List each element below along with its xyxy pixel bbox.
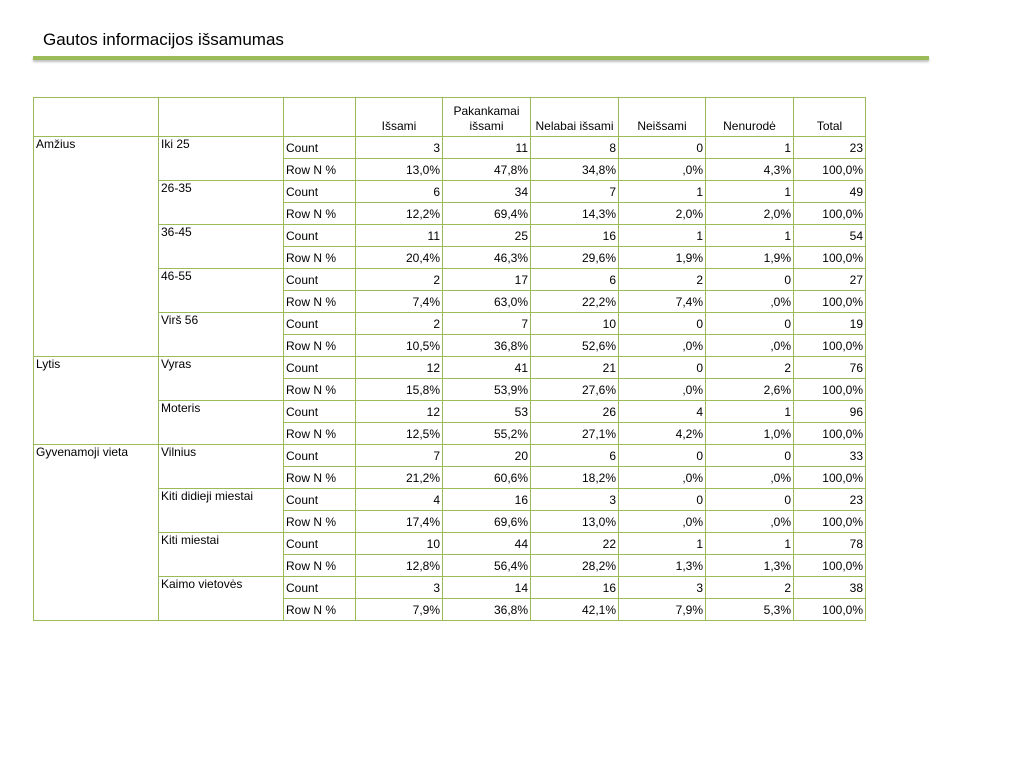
count-cell: 1 [706, 533, 794, 555]
title-underline [33, 56, 929, 60]
count-cell: 11 [356, 225, 443, 247]
row-percent-cell: 100,0% [794, 247, 866, 269]
row-percent-cell: 60,6% [443, 467, 531, 489]
statistic-label: Count [284, 357, 356, 379]
count-cell: 2 [706, 357, 794, 379]
category-label: Vyras [159, 357, 284, 401]
row-percent-cell: 52,6% [531, 335, 619, 357]
count-cell: 0 [706, 313, 794, 335]
count-cell: 19 [794, 313, 866, 335]
count-cell: 8 [531, 137, 619, 159]
statistic-label: Row N % [284, 467, 356, 489]
row-percent-cell: 1,0% [706, 423, 794, 445]
row-percent-cell: 53,9% [443, 379, 531, 401]
column-header: Nenurodė [706, 98, 794, 137]
category-label: Kaimo vietovės [159, 577, 284, 621]
count-cell: 6 [531, 269, 619, 291]
count-cell: 6 [531, 445, 619, 467]
row-percent-cell: 1,9% [619, 247, 706, 269]
count-cell: 0 [706, 489, 794, 511]
row-percent-cell: 7,4% [619, 291, 706, 313]
statistic-label: Row N % [284, 291, 356, 313]
count-cell: 17 [443, 269, 531, 291]
table-row [34, 357, 866, 379]
statistic-label: Row N % [284, 335, 356, 357]
count-cell: 54 [794, 225, 866, 247]
category-label: Moteris [159, 401, 284, 445]
count-cell: 38 [794, 577, 866, 599]
count-cell: 78 [794, 533, 866, 555]
row-percent-cell: 10,5% [356, 335, 443, 357]
row-percent-cell: 100,0% [794, 203, 866, 225]
row-percent-cell: 12,2% [356, 203, 443, 225]
column-header: Neišsami [619, 98, 706, 137]
row-percent-cell: 15,8% [356, 379, 443, 401]
count-cell: 1 [706, 401, 794, 423]
row-percent-cell: 69,4% [443, 203, 531, 225]
count-cell: 23 [794, 137, 866, 159]
count-cell: 1 [619, 181, 706, 203]
count-cell: 16 [531, 577, 619, 599]
column-header: Išsami [356, 98, 443, 137]
statistic-label: Row N % [284, 511, 356, 533]
statistic-label: Row N % [284, 203, 356, 225]
statistic-label: Count [284, 313, 356, 335]
row-percent-cell: 1,9% [706, 247, 794, 269]
column-header: Total [794, 98, 866, 137]
row-percent-cell: ,0% [706, 511, 794, 533]
count-cell: 0 [619, 489, 706, 511]
row-percent-cell: ,0% [706, 467, 794, 489]
page-title: Gautos informacijos išsamumas [43, 30, 284, 49]
row-percent-cell: 100,0% [794, 379, 866, 401]
row-percent-cell: 4,2% [619, 423, 706, 445]
statistic-label: Row N % [284, 159, 356, 181]
header-row [34, 98, 866, 137]
count-cell: 44 [443, 533, 531, 555]
row-percent-cell: 69,6% [443, 511, 531, 533]
count-cell: 22 [531, 533, 619, 555]
count-cell: 76 [794, 357, 866, 379]
statistic-label: Count [284, 401, 356, 423]
crosstab-table [33, 97, 866, 621]
count-cell: 27 [794, 269, 866, 291]
row-percent-cell: 13,0% [356, 159, 443, 181]
table-row [34, 445, 866, 467]
category-label: 26-35 [159, 181, 284, 225]
row-percent-cell: 100,0% [794, 159, 866, 181]
count-cell: 10 [356, 533, 443, 555]
table-row [34, 533, 866, 555]
row-percent-cell: 55,2% [443, 423, 531, 445]
row-percent-cell: 63,0% [443, 291, 531, 313]
count-cell: 14 [443, 577, 531, 599]
row-percent-cell: ,0% [619, 511, 706, 533]
table-row [34, 577, 866, 599]
table-row [34, 137, 866, 159]
row-percent-cell: ,0% [706, 291, 794, 313]
row-percent-cell: 100,0% [794, 555, 866, 577]
statistic-label: Row N % [284, 599, 356, 621]
count-cell: 23 [794, 489, 866, 511]
group-label: Gyvenamoji vieta [34, 445, 159, 621]
row-percent-cell: 34,8% [531, 159, 619, 181]
count-cell: 96 [794, 401, 866, 423]
row-percent-cell: 1,3% [619, 555, 706, 577]
table-row [34, 225, 866, 247]
row-percent-cell: 100,0% [794, 467, 866, 489]
header-empty-cell [159, 98, 284, 137]
row-percent-cell: 12,8% [356, 555, 443, 577]
row-percent-cell: 36,8% [443, 335, 531, 357]
count-cell: 2 [619, 269, 706, 291]
count-cell: 0 [619, 137, 706, 159]
count-cell: 1 [619, 533, 706, 555]
row-percent-cell: 100,0% [794, 511, 866, 533]
row-percent-cell: ,0% [619, 335, 706, 357]
statistic-label: Count [284, 445, 356, 467]
count-cell: 41 [443, 357, 531, 379]
category-label: Kiti miestai [159, 533, 284, 577]
count-cell: 49 [794, 181, 866, 203]
column-header: Nelabai išsami [531, 98, 619, 137]
group-label: Amžius [34, 137, 159, 357]
count-cell: 6 [356, 181, 443, 203]
row-percent-cell: 1,3% [706, 555, 794, 577]
count-cell: 11 [443, 137, 531, 159]
statistic-label: Count [284, 533, 356, 555]
count-cell: 25 [443, 225, 531, 247]
count-cell: 1 [706, 181, 794, 203]
row-percent-cell: 2,0% [706, 203, 794, 225]
row-percent-cell: ,0% [619, 467, 706, 489]
row-percent-cell: 36,8% [443, 599, 531, 621]
table-row [34, 489, 866, 511]
count-cell: 4 [619, 401, 706, 423]
row-percent-cell: 100,0% [794, 599, 866, 621]
row-percent-cell: ,0% [619, 159, 706, 181]
statistic-label: Count [284, 137, 356, 159]
row-percent-cell: 28,2% [531, 555, 619, 577]
count-cell: 10 [531, 313, 619, 335]
column-header: Pakankamai išsami [443, 98, 531, 137]
row-percent-cell: 100,0% [794, 291, 866, 313]
count-cell: 33 [794, 445, 866, 467]
row-percent-cell: ,0% [706, 335, 794, 357]
row-percent-cell: 100,0% [794, 335, 866, 357]
count-cell: 0 [706, 269, 794, 291]
row-percent-cell: 5,3% [706, 599, 794, 621]
statistic-label: Row N % [284, 555, 356, 577]
count-cell: 1 [706, 137, 794, 159]
row-percent-cell: 21,2% [356, 467, 443, 489]
count-cell: 1 [619, 225, 706, 247]
count-cell: 21 [531, 357, 619, 379]
row-percent-cell: 100,0% [794, 423, 866, 445]
count-cell: 2 [356, 313, 443, 335]
statistic-label: Count [284, 489, 356, 511]
count-cell: 2 [706, 577, 794, 599]
header-empty-cell [34, 98, 159, 137]
count-cell: 20 [443, 445, 531, 467]
category-label: 36-45 [159, 225, 284, 269]
statistic-label: Count [284, 181, 356, 203]
table-row [34, 181, 866, 203]
count-cell: 0 [619, 313, 706, 335]
table-row [34, 269, 866, 291]
count-cell: 3 [619, 577, 706, 599]
statistic-label: Count [284, 269, 356, 291]
row-percent-cell: 2,6% [706, 379, 794, 401]
row-percent-cell: 56,4% [443, 555, 531, 577]
row-percent-cell: 4,3% [706, 159, 794, 181]
row-percent-cell: 29,6% [531, 247, 619, 269]
count-cell: 34 [443, 181, 531, 203]
count-cell: 0 [619, 445, 706, 467]
group-label: Lytis [34, 357, 159, 445]
table-row [34, 401, 866, 423]
category-label: Vilnius [159, 445, 284, 489]
row-percent-cell: ,0% [619, 379, 706, 401]
count-cell: 53 [443, 401, 531, 423]
count-cell: 7 [443, 313, 531, 335]
count-cell: 26 [531, 401, 619, 423]
row-percent-cell: 42,1% [531, 599, 619, 621]
header-empty-cell [284, 98, 356, 137]
row-percent-cell: 27,6% [531, 379, 619, 401]
count-cell: 3 [356, 137, 443, 159]
count-cell: 16 [531, 225, 619, 247]
row-percent-cell: 20,4% [356, 247, 443, 269]
count-cell: 4 [356, 489, 443, 511]
count-cell: 12 [356, 401, 443, 423]
row-percent-cell: 14,3% [531, 203, 619, 225]
count-cell: 7 [356, 445, 443, 467]
statistic-label: Row N % [284, 379, 356, 401]
count-cell: 16 [443, 489, 531, 511]
statistic-label: Count [284, 577, 356, 599]
category-label: Virš 56 [159, 313, 284, 357]
category-label: Kiti didieji miestai [159, 489, 284, 533]
row-percent-cell: 22,2% [531, 291, 619, 313]
count-cell: 12 [356, 357, 443, 379]
statistic-label: Row N % [284, 247, 356, 269]
row-percent-cell: 2,0% [619, 203, 706, 225]
statistic-label: Row N % [284, 423, 356, 445]
count-cell: 0 [619, 357, 706, 379]
statistic-label: Count [284, 225, 356, 247]
count-cell: 0 [706, 445, 794, 467]
category-label: Iki 25 [159, 137, 284, 181]
count-cell: 3 [356, 577, 443, 599]
table-row [34, 313, 866, 335]
count-cell: 3 [531, 489, 619, 511]
row-percent-cell: 7,9% [356, 599, 443, 621]
row-percent-cell: 7,4% [356, 291, 443, 313]
row-percent-cell: 12,5% [356, 423, 443, 445]
row-percent-cell: 13,0% [531, 511, 619, 533]
count-cell: 1 [706, 225, 794, 247]
row-percent-cell: 27,1% [531, 423, 619, 445]
row-percent-cell: 17,4% [356, 511, 443, 533]
category-label: 46-55 [159, 269, 284, 313]
row-percent-cell: 47,8% [443, 159, 531, 181]
row-percent-cell: 18,2% [531, 467, 619, 489]
count-cell: 2 [356, 269, 443, 291]
row-percent-cell: 7,9% [619, 599, 706, 621]
row-percent-cell: 46,3% [443, 247, 531, 269]
count-cell: 7 [531, 181, 619, 203]
